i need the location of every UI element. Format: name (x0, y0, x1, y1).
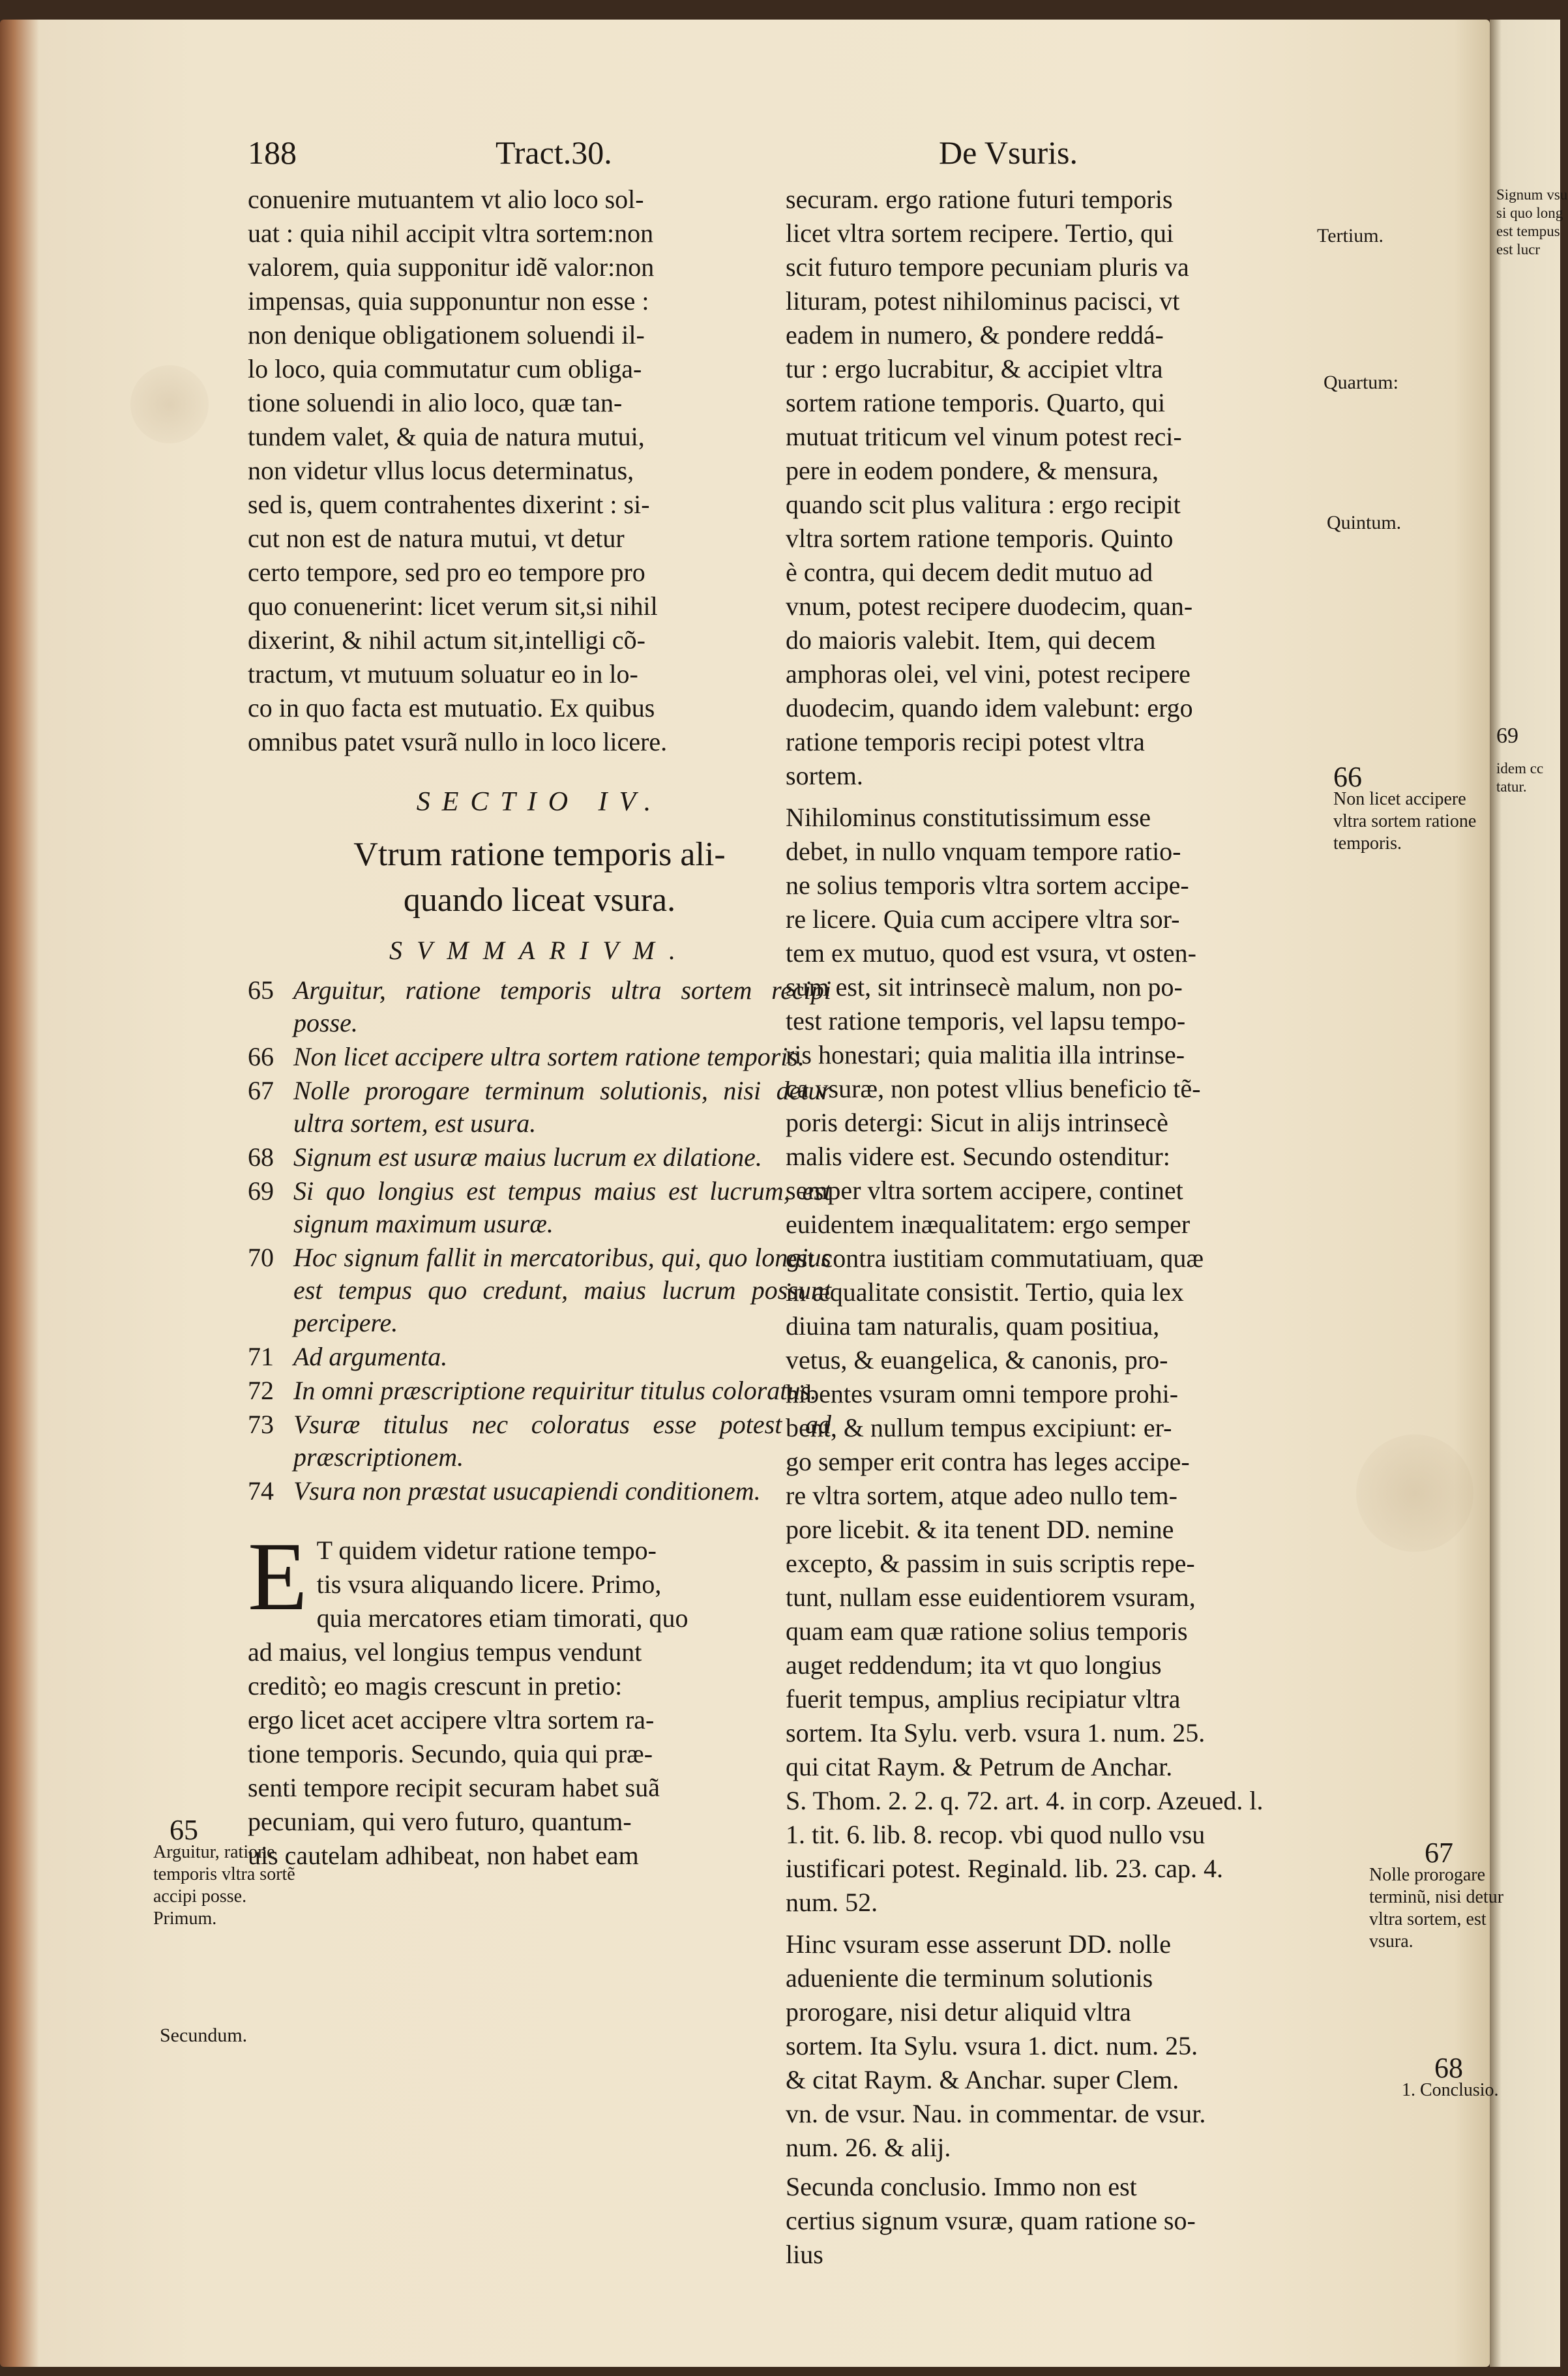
text-line: adueniente die terminum solutionis (786, 1963, 1153, 1993)
text-line: dixerint, & nihil actum sit,intelligi cõ- (248, 625, 645, 655)
text-line: pere in eodem pondere, & mensura, (786, 456, 1159, 485)
text-line: ne solius temporis vltra sortem accipe- (786, 870, 1189, 900)
summary-item-text: Si quo longius est tempus maius est lucrum, est signum maximum usuræ. (293, 1176, 831, 1238)
text-line: tunt, nullam esse euidentiorem vsuram, (786, 1582, 1196, 1612)
margin-note-text: Arguitur, ratione temporis vltra sortẽ accipi posse. Primum. (153, 1842, 295, 1929)
summary-list (248, 974, 831, 1507)
text-line: & citat Raym. & Anchar. super Clem. (786, 2065, 1179, 2094)
left-column-top-text (248, 183, 831, 759)
text-line: sum est, sit intrinsecè malum, non po- (786, 972, 1183, 1002)
text-line: uis cautelam adhibeat, non habet eam (248, 1841, 639, 1870)
left-column (248, 183, 831, 1873)
text-line: uat : quia nihil accipit vltra sortem:non (248, 218, 654, 248)
text-line: S. Thom. 2. 2. q. 72. art. 4. in corp. Azeued. l. (786, 1786, 1264, 1815)
margin-number: 65 (170, 1814, 198, 1846)
summary-item (248, 1408, 831, 1474)
text-line: sortem. Ita Sylu. vsura 1. dict. num. 25. (786, 2031, 1198, 2060)
text-line: scit futuro tempore pecuniam pluris va (786, 252, 1189, 282)
text-line: fuerit tempus, amplius recipiatur vltra (786, 1684, 1181, 1714)
margin-note-secundum: Secundum. (160, 2025, 248, 2046)
text-line: non denique obligationem soluendi il- (248, 320, 645, 349)
summary-item-text: Ad argumenta. (293, 1342, 448, 1371)
text-line: tem ex mutuo, quod est vsura, vt osten- (786, 938, 1196, 968)
running-header (248, 134, 1174, 179)
margin-number: 68 (1434, 2052, 1463, 2084)
summary-item-number: 67 (248, 1076, 274, 1105)
text-line: è contra, qui decem dedit mutuo ad (786, 557, 1153, 587)
summary-item-text: Vsuræ titulus nec coloratus esse potest ad præscriptionem. (293, 1410, 831, 1472)
right-column-arguments (786, 183, 1320, 793)
margin-note-68 (1402, 2052, 1500, 2101)
text-line: pecuniam, qui vero futuro, quantum- (248, 1807, 632, 1836)
text-line: diuina tam naturalis, quam positiua, (786, 1311, 1160, 1341)
text-line: sed is, quem contrahentes dixerint : si- (248, 490, 650, 519)
text-line: quando scit plus valitura : ergo recipit (786, 490, 1181, 519)
text-line: iustificari potest. Reginald. lib. 23. cap. 4. (786, 1854, 1223, 1883)
text-line: Hinc vsuram esse asserunt DD. nolle (786, 1929, 1171, 1959)
text-line: vnum, potest recipere duodecim, quan- (786, 591, 1193, 621)
summary-item-number: 66 (248, 1042, 274, 1071)
text-line: hibentes vsuram omni tempore prohi- (786, 1379, 1179, 1408)
text-line: quia mercatores etiam timorati, quo (316, 1603, 688, 1633)
text-line: ratione temporis recipi potest vltra (786, 727, 1145, 756)
text-line: qui citat Raym. & Petrum de Anchar. (786, 1752, 1173, 1781)
summary-item-text: Vsura non præstat usucapiendi conditionem. (293, 1476, 761, 1506)
text-line: T quidem videtur ratione tempo- (316, 1536, 657, 1565)
summary-item-number: 71 (248, 1342, 274, 1371)
margin-note-65 (153, 1814, 313, 1930)
text-line: tractum, vt mutuum soluatur eo in lo- (248, 659, 638, 689)
text-line: amphoras olei, vel vini, potest recipere (786, 659, 1191, 689)
text-line: co in quo facta est mutuatio. Ex quibus (248, 693, 655, 722)
text-line: 1. tit. 6. lib. 8. recop. vbi quod nullo vsu (786, 1820, 1206, 1849)
margin-note-66 (1333, 761, 1477, 855)
text-line: auget reddendum; ita vt quo longius (786, 1650, 1162, 1680)
summary-item-number: 72 (248, 1376, 274, 1405)
summary-item-number: 68 (248, 1142, 274, 1172)
text-line: sortem. Ita Sylu. verb. vsura 1. num. 25. (786, 1718, 1206, 1747)
next-page-fragment-top: Signum vsu si quo long est tempus est lucr (1496, 186, 1568, 258)
summary-item (248, 1041, 831, 1073)
margin-number: 66 (1333, 761, 1362, 793)
margin-number: 67 (1425, 1837, 1453, 1869)
right-column-second-conclusion (786, 2170, 1320, 2272)
next-page-edge (1490, 20, 1568, 2367)
summary-item-text: Nolle prorogare terminum solutionis, nisi detur ultra sortem, est usura. (293, 1076, 831, 1138)
margin-note-text: Nolle prorogare terminũ, nisi detur vltra sortem, est vsura. (1369, 1865, 1504, 1952)
text-line: num. 26. & alij. (786, 2133, 951, 2162)
text-line: re vltra sortem, atque adeo nullo tem- (786, 1481, 1177, 1510)
text-line: conuenire mutuantem vt alio loco sol- (248, 185, 644, 214)
text-line: mutuat triticum vel vinum potest reci- (786, 422, 1182, 451)
margin-note-67 (1369, 1837, 1513, 1953)
summary-item-text: Signum est usuræ maius lucrum ex dilatione. (293, 1142, 762, 1172)
text-line: go semper erit contra has leges accipe- (786, 1447, 1190, 1476)
right-column (786, 183, 1320, 2272)
text-line: vn. de vsur. Nau. in commentar. de vsur. (786, 2099, 1206, 2128)
text-line: ris honestari; quia malitia illa intrinse- (786, 1040, 1185, 1069)
paper-stain (1356, 1434, 1473, 1552)
right-column-conclusion (786, 1927, 1320, 2165)
summary-item-text: Hoc signum fallit in mercatoribus, qui, quo longius est tempus quo credunt, maius lucrum possunt percipere. (293, 1243, 831, 1337)
drop-cap-initial: E (248, 1522, 308, 1631)
text-line: certius signum vsuræ, quam ratione so- (786, 2206, 1196, 2235)
summary-item (248, 1241, 831, 1339)
tract-label: Tract.30. (496, 134, 612, 171)
summary-item-text: In omni præscriptione requiritur titulus coloratus. (293, 1376, 817, 1405)
summary-item (248, 974, 831, 1039)
margin-note-quintum: Quintum. (1327, 512, 1402, 533)
summary-item (248, 1374, 831, 1407)
text-line: valorem, quia supponitur idẽ valor:non (248, 252, 655, 282)
text-line: debet, in nullo vnquam tempore ratio- (786, 837, 1181, 866)
page-number: 188 (248, 134, 297, 171)
text-line: ad maius, vel longius tempus vendunt (248, 1637, 642, 1667)
summarium-label: SVMMARIVM. (389, 936, 690, 965)
text-line: omnibus patet vsurã nullo in loco licere. (248, 727, 668, 756)
text-line: excepto, & passim in suis scriptis repe- (786, 1549, 1195, 1578)
margin-note-quartum: Quartum: (1324, 372, 1398, 393)
text-line: do maioris valebit. Item, qui decem (786, 625, 1156, 655)
summary-item-number: 70 (248, 1243, 274, 1272)
text-line: Secunda conclusio. Immo non est (786, 2172, 1137, 2201)
text-line: lituram, potest nihilominus pacisci, vt (786, 286, 1180, 316)
margin-note-tertium: Tertium. (1317, 225, 1384, 246)
summary-item-number: 73 (248, 1410, 274, 1439)
summary-item (248, 1175, 831, 1240)
section-question-line: Vtrum ratione temporis ali- (353, 836, 726, 873)
text-line: euidentem inæqualitatem: ergo semper (786, 1210, 1191, 1239)
section-question-line: quando liceat vsura. (403, 882, 676, 919)
summary-item (248, 1141, 831, 1174)
text-line: vltra sortem ratione temporis. Quinto (786, 524, 1174, 553)
text-line: certo tempore, sed pro eo tempore pro (248, 557, 645, 587)
margin-note-text: Non licet accipere vltra sortem ratione temporis. (1333, 789, 1477, 854)
text-line: non videtur vllus locus determinatus, (248, 456, 634, 485)
text-line: tis vsura aliquando licere. Primo, (316, 1569, 662, 1599)
margin-note-text: 1. Conclusio. (1402, 2080, 1499, 2100)
summary-item (248, 1475, 831, 1507)
summary-item-text: Non licet accipere ultra sortem ratione temporis. (293, 1042, 805, 1071)
opening-paragraph-text (248, 1522, 831, 1873)
text-line: senti tempore recipit securam habet suã (248, 1773, 660, 1802)
section-label: SECTIO IV. (416, 787, 663, 817)
summary-item-number: 74 (248, 1476, 274, 1506)
text-line: vetus, & euangelica, & canonis, pro- (786, 1345, 1168, 1374)
text-line: semper vltra sortem accipere, continet (786, 1176, 1183, 1205)
text-line: tundem valet, & quia de natura mutui, (248, 422, 645, 451)
summary-item-number: 65 (248, 975, 274, 1005)
text-line: sortem ratione temporis. Quarto, qui (786, 388, 1166, 417)
summary-item-number: 69 (248, 1176, 274, 1206)
text-line: re licere. Quia cum accipere vltra sor- (786, 904, 1180, 934)
text-line: tione soluendi in alio loco, quæ tan- (248, 388, 623, 417)
text-line: lius (786, 2240, 823, 2269)
text-line: poris detergi: Sicut in alijs intrinsecè (786, 1108, 1168, 1137)
text-line: tione temporis. Secundo, quia qui præ- (248, 1739, 653, 1768)
text-line: pore licebit. & ita tenent DD. nemine (786, 1515, 1174, 1544)
text-line: est contra iustitiam commutatiuam, quæ (786, 1243, 1204, 1273)
text-line: test ratione temporis, vel lapsu tempo- (786, 1006, 1186, 1035)
text-line: licet vltra sortem recipere. Tertio, qui (786, 218, 1174, 248)
text-line: quo conuenerint: licet verum sit,si nihil (248, 591, 658, 621)
text-line: ca vsuræ, non potest vllius beneficio tẽ- (786, 1074, 1201, 1103)
summary-item-text: Arguitur, ratione temporis ultra sortem recipi posse. (293, 975, 831, 1037)
text-line: tur : ergo lucrabitur, & accipiet vltra (786, 354, 1163, 383)
next-page-fragment-mid: idem cc tatur. (1496, 760, 1544, 795)
right-column-refutation (786, 801, 1320, 1920)
paper-stain (130, 365, 209, 443)
text-line: lo loco, quia commutatur cum obliga- (248, 354, 642, 383)
opening-paragraph (248, 1522, 831, 1873)
summary-item (248, 1341, 831, 1373)
text-line: creditò; eo magis crescunt in pretio: (248, 1671, 623, 1700)
text-line: sortem. (786, 761, 863, 790)
header-title: De Vsuris. (939, 134, 1078, 171)
text-line: duodecim, quando idem valebunt: ergo (786, 693, 1193, 722)
text-line: cut non est de natura mutui, vt detur (248, 524, 625, 553)
text-line: eadem in numero, & pondere reddá- (786, 320, 1164, 349)
text-line: malis videre est. Secundo ostenditur: (786, 1142, 1170, 1171)
text-line: ergo licet acet accipere vltra sortem ra- (248, 1705, 655, 1734)
text-line: securam. ergo ratione futuri temporis (786, 185, 1173, 214)
text-line: bent, & nullum tempus excipiunt: er- (786, 1413, 1172, 1442)
summary-item (248, 1075, 831, 1140)
next-page-fragment-number: 69 (1496, 724, 1518, 748)
text-line: Nihilominus constitutissimum esse (786, 803, 1151, 832)
section-question (248, 832, 831, 923)
text-line: num. 52. (786, 1888, 878, 1917)
text-line: impensas, quia supponuntur non esse : (248, 286, 649, 316)
text-line: quam eam quæ ratione solius temporis (786, 1616, 1188, 1646)
text-line: prorogare, nisi detur aliquid vltra (786, 1997, 1131, 2027)
text-line: in æqualitate consistit. Tertio, quia lex (786, 1277, 1184, 1307)
